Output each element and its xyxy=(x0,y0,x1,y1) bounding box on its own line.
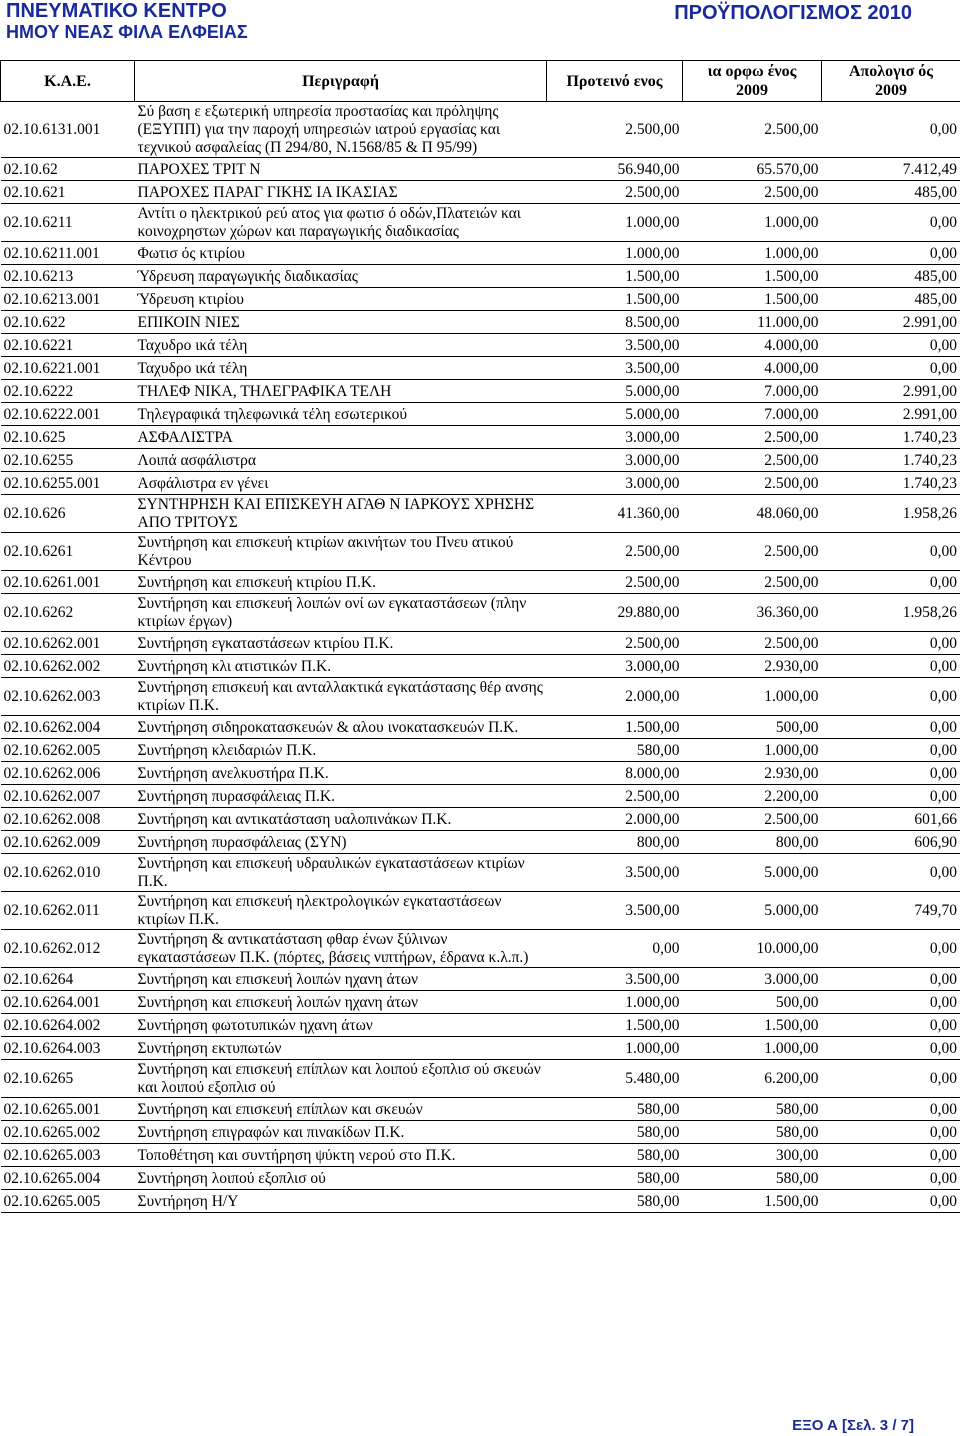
table-row xyxy=(1,158,960,181)
cell-description: Συντήρηση εγκαταστάσεων κτιρίου Π.Κ. xyxy=(135,632,547,655)
cell-kae: 02.10.6262.005 xyxy=(1,739,135,762)
cell-actual: 0,00 xyxy=(822,854,960,892)
cell-proposed: 580,00 xyxy=(547,1144,683,1167)
table-row xyxy=(1,930,960,968)
cell-actual: 2.991,00 xyxy=(822,380,960,403)
cell-revised: 300,00 xyxy=(683,1144,822,1167)
cell-revised: 2.500,00 xyxy=(683,181,822,204)
cell-revised: 1.000,00 xyxy=(683,678,822,716)
cell-proposed: 8.000,00 xyxy=(547,762,683,785)
cell-revised: 3.000,00 xyxy=(683,968,822,991)
budget-table xyxy=(0,60,960,1213)
cell-revised: 2.500,00 xyxy=(683,571,822,594)
cell-description: Συντήρηση ανελκυστήρα Π.Κ. xyxy=(135,762,547,785)
table-row xyxy=(1,762,960,785)
cell-actual: 0,00 xyxy=(822,533,960,571)
cell-description: Συντήρηση κλι ατιστικών Π.Κ. xyxy=(135,655,547,678)
cell-revised: 2.500,00 xyxy=(683,472,822,495)
cell-revised: 580,00 xyxy=(683,1121,822,1144)
org-name: ΠΝΕΥΜΑΤΙΚΟ ΚΕΝΤΡΟ xyxy=(6,0,227,22)
cell-actual: 485,00 xyxy=(822,288,960,311)
cell-description: ΕΠΙΚΟΙΝ ΝΙΕΣ xyxy=(135,311,547,334)
table-row xyxy=(1,655,960,678)
cell-proposed: 3.000,00 xyxy=(547,655,683,678)
cell-kae: 02.10.6131.001 xyxy=(1,102,135,158)
cell-kae: 02.10.6262.002 xyxy=(1,655,135,678)
cell-description: Λοιπά ασφάλιστρα xyxy=(135,449,547,472)
table-row xyxy=(1,594,960,632)
cell-actual: 0,00 xyxy=(822,1037,960,1060)
cell-description: Συντήρηση πυρασφάλειας Π.Κ. xyxy=(135,785,547,808)
cell-proposed: 2.000,00 xyxy=(547,808,683,831)
cell-kae: 02.10.6264.001 xyxy=(1,991,135,1014)
cell-actual: 0,00 xyxy=(822,930,960,968)
cell-description: Συντήρηση και επισκευή υδραυλικών εγκαταστάσεων κτιρίων Π.Κ. xyxy=(135,854,547,892)
cell-description: Αντίτι ο ηλεκτρικού ρεύ ατος για φωτισ ό οδών,Πλατειών και κοινοχρηστων χώρων και παραγωγικής διαδικασίας xyxy=(135,204,547,242)
cell-revised: 65.570,00 xyxy=(683,158,822,181)
cell-kae: 02.10.6265.002 xyxy=(1,1121,135,1144)
cell-actual: 1.740,23 xyxy=(822,472,960,495)
cell-actual: 1.958,26 xyxy=(822,495,960,533)
cell-revised: 2.930,00 xyxy=(683,655,822,678)
cell-proposed: 3.500,00 xyxy=(547,968,683,991)
cell-kae: 02.10.6262.010 xyxy=(1,854,135,892)
table-row xyxy=(1,854,960,892)
cell-proposed: 2.500,00 xyxy=(547,785,683,808)
cell-actual: 0,00 xyxy=(822,968,960,991)
cell-revised: 1.500,00 xyxy=(683,1190,822,1213)
cell-actual: 0,00 xyxy=(822,716,960,739)
cell-description: Σύ βαση ε εξωτερική υπηρεσία προστασίας και πρόληψης (ΕΞΥΠΠ) για την παροχή υπηρεσιών ιατρού εργασίας και τεχνικού ασφαλείας (Π 294/80, Ν.1568/85 & Π 95/99) xyxy=(135,102,547,158)
cell-revised: 2.500,00 xyxy=(683,533,822,571)
cell-revised: 1.000,00 xyxy=(683,739,822,762)
table-row xyxy=(1,1121,960,1144)
cell-description: Ασφάλιστρα εν γένει xyxy=(135,472,547,495)
table-row xyxy=(1,426,960,449)
cell-proposed: 1.000,00 xyxy=(547,991,683,1014)
col-header-revised xyxy=(683,61,822,102)
cell-kae: 02.10.626 xyxy=(1,495,135,533)
cell-kae: 02.10.6222.001 xyxy=(1,403,135,426)
cell-actual: 601,66 xyxy=(822,808,960,831)
cell-description: Συντήρηση και επισκευή λοιπών ονί ων εγκαταστάσεων (πλην κτιρίων έργων) xyxy=(135,594,547,632)
cell-revised: 1.000,00 xyxy=(683,242,822,265)
cell-revised: 11.000,00 xyxy=(683,311,822,334)
cell-revised: 2.500,00 xyxy=(683,449,822,472)
table-row xyxy=(1,204,960,242)
cell-proposed: 3.500,00 xyxy=(547,334,683,357)
cell-actual: 606,90 xyxy=(822,831,960,854)
cell-description: Συντήρηση και επισκευή κτιρίων ακινήτων του Πνευ ατικού Κέντρου xyxy=(135,533,547,571)
cell-proposed: 2.500,00 xyxy=(547,571,683,594)
cell-kae: 02.10.621 xyxy=(1,181,135,204)
cell-description: Συντήρηση και επισκευή λοιπών ηχανη άτων xyxy=(135,991,547,1014)
cell-actual: 0,00 xyxy=(822,1190,960,1213)
cell-actual: 0,00 xyxy=(822,655,960,678)
cell-proposed: 580,00 xyxy=(547,1167,683,1190)
col-header-kae: Κ.Α.Ε. xyxy=(1,61,135,102)
table-row xyxy=(1,1167,960,1190)
cell-description: Τοποθέτηση και συντήρηση ψύκτη νερού στο Π.Κ. xyxy=(135,1144,547,1167)
cell-proposed: 1.500,00 xyxy=(547,1014,683,1037)
cell-kae: 02.10.6262.007 xyxy=(1,785,135,808)
cell-description: Συντήρηση και αντικατάσταση υαλοπινάκων Π.Κ. xyxy=(135,808,547,831)
cell-proposed: 8.500,00 xyxy=(547,311,683,334)
cell-kae: 02.10.6221.001 xyxy=(1,357,135,380)
table-row xyxy=(1,495,960,533)
cell-actual: 0,00 xyxy=(822,357,960,380)
table-row xyxy=(1,380,960,403)
cell-kae: 02.10.6264.003 xyxy=(1,1037,135,1060)
table-row xyxy=(1,892,960,930)
table-row xyxy=(1,831,960,854)
cell-actual: 0,00 xyxy=(822,991,960,1014)
cell-kae: 02.10.6265 xyxy=(1,1060,135,1098)
cell-kae: 02.10.6264.002 xyxy=(1,1014,135,1037)
cell-proposed: 5.480,00 xyxy=(547,1060,683,1098)
table-row xyxy=(1,311,960,334)
cell-proposed: 1.500,00 xyxy=(547,288,683,311)
cell-kae: 02.10.6222 xyxy=(1,380,135,403)
table-row xyxy=(1,1144,960,1167)
cell-actual: 0,00 xyxy=(822,1144,960,1167)
table-row xyxy=(1,1098,960,1121)
cell-description: Συντήρηση και επισκευή επίπλων και λοιπού εξοπλισ ού σκευών και λοιπού εξοπλισ ού xyxy=(135,1060,547,1098)
cell-description: Φωτισ ός κτιρίου xyxy=(135,242,547,265)
cell-proposed: 2.500,00 xyxy=(547,102,683,158)
org-municipality: ΗΜΟΥ ΝΕΑΣ ΦΙΛΑ ΕΛΦΕΙΑΣ xyxy=(6,22,248,42)
cell-kae: 02.10.6262.004 xyxy=(1,716,135,739)
cell-revised: 7.000,00 xyxy=(683,380,822,403)
cell-description: ΠΑΡΟΧΕΣ ΤΡΙΤ Ν xyxy=(135,158,547,181)
cell-proposed: 5.000,00 xyxy=(547,380,683,403)
cell-kae: 02.10.6265.003 xyxy=(1,1144,135,1167)
table-row xyxy=(1,334,960,357)
cell-revised: 4.000,00 xyxy=(683,334,822,357)
cell-actual: 2.991,00 xyxy=(822,311,960,334)
cell-kae: 02.10.62 xyxy=(1,158,135,181)
table-row xyxy=(1,181,960,204)
table-row xyxy=(1,265,960,288)
cell-proposed: 5.000,00 xyxy=(547,403,683,426)
cell-actual: 0,00 xyxy=(822,632,960,655)
cell-description: Συντήρηση και επισκευή επίπλων και σκευών xyxy=(135,1098,547,1121)
cell-actual: 7.412,49 xyxy=(822,158,960,181)
cell-actual: 1.740,23 xyxy=(822,449,960,472)
cell-description: Συντήρηση εκτυπωτών xyxy=(135,1037,547,1060)
table-row xyxy=(1,968,960,991)
col-header-description: Περιγραφή xyxy=(135,61,547,102)
cell-proposed: 1.000,00 xyxy=(547,204,683,242)
cell-kae: 02.10.6262.011 xyxy=(1,892,135,930)
cell-proposed: 0,00 xyxy=(547,930,683,968)
cell-actual: 0,00 xyxy=(822,1014,960,1037)
col-header-proposed: Προτεινό ενος xyxy=(547,61,683,102)
cell-proposed: 41.360,00 xyxy=(547,495,683,533)
page-number: ΕΞΟ Α [Σελ. 3 / 7] xyxy=(792,1417,914,1434)
cell-proposed: 800,00 xyxy=(547,831,683,854)
cell-proposed: 29.880,00 xyxy=(547,594,683,632)
cell-revised: 1.500,00 xyxy=(683,288,822,311)
table-row xyxy=(1,1190,960,1213)
cell-description: Ύδρευση παραγωγικής διαδικασίας xyxy=(135,265,547,288)
cell-revised: 10.000,00 xyxy=(683,930,822,968)
cell-revised: 2.500,00 xyxy=(683,808,822,831)
cell-proposed: 2.500,00 xyxy=(547,632,683,655)
cell-description: ΣΥΝΤΗΡΗΣΗ ΚΑΙ ΕΠΙΣΚΕΥΗ ΑΓΑΘ Ν ΙΑΡΚΟΥΣ ΧΡΗΣΗΣ ΑΠΟ ΤΡΙΤΟΥΣ xyxy=(135,495,547,533)
cell-description: Συντήρηση επισκευή και ανταλλακτικά εγκατάστασης θέρ ανσης κτιρίων Π.Κ. xyxy=(135,678,547,716)
organization-header xyxy=(6,0,248,42)
document-title: ΠΡΟΫΠΟΛΟΓΙΣΜΟΣ 2010 xyxy=(674,2,912,24)
cell-revised: 500,00 xyxy=(683,716,822,739)
cell-revised: 800,00 xyxy=(683,831,822,854)
cell-proposed: 1.500,00 xyxy=(547,716,683,739)
table-row xyxy=(1,472,960,495)
table-body xyxy=(1,102,960,1213)
cell-description: Ταχυδρο ικά τέλη xyxy=(135,334,547,357)
table-row xyxy=(1,288,960,311)
col-header-actual xyxy=(822,61,960,102)
cell-revised: 2.500,00 xyxy=(683,632,822,655)
table-row xyxy=(1,1060,960,1098)
cell-actual: 0,00 xyxy=(822,1121,960,1144)
cell-proposed: 3.500,00 xyxy=(547,854,683,892)
cell-actual: 0,00 xyxy=(822,242,960,265)
cell-actual: 749,70 xyxy=(822,892,960,930)
cell-actual: 0,00 xyxy=(822,571,960,594)
cell-revised: 5.000,00 xyxy=(683,854,822,892)
table-row xyxy=(1,632,960,655)
table-row xyxy=(1,449,960,472)
cell-actual: 0,00 xyxy=(822,1098,960,1121)
cell-kae: 02.10.6255 xyxy=(1,449,135,472)
cell-kae: 02.10.6262.012 xyxy=(1,930,135,968)
table-row xyxy=(1,357,960,380)
cell-revised: 2.500,00 xyxy=(683,102,822,158)
cell-proposed: 580,00 xyxy=(547,739,683,762)
cell-revised: 500,00 xyxy=(683,991,822,1014)
cell-proposed: 2.500,00 xyxy=(547,533,683,571)
cell-kae: 02.10.6211.001 xyxy=(1,242,135,265)
cell-kae: 02.10.6262 xyxy=(1,594,135,632)
cell-kae: 02.10.6213.001 xyxy=(1,288,135,311)
cell-revised: 7.000,00 xyxy=(683,403,822,426)
cell-proposed: 580,00 xyxy=(547,1098,683,1121)
cell-description: Συντήρηση και επισκευή λοιπών ηχανη άτων xyxy=(135,968,547,991)
cell-kae: 02.10.6262.008 xyxy=(1,808,135,831)
cell-proposed: 3.000,00 xyxy=(547,449,683,472)
cell-description: Συντήρηση Η/Υ xyxy=(135,1190,547,1213)
cell-actual: 1.958,26 xyxy=(822,594,960,632)
cell-revised: 1.000,00 xyxy=(683,204,822,242)
cell-kae: 02.10.6211 xyxy=(1,204,135,242)
cell-revised: 1.500,00 xyxy=(683,265,822,288)
table-row xyxy=(1,1037,960,1060)
cell-kae: 02.10.6262.003 xyxy=(1,678,135,716)
cell-kae: 02.10.622 xyxy=(1,311,135,334)
cell-proposed: 3.500,00 xyxy=(547,357,683,380)
cell-actual: 0,00 xyxy=(822,785,960,808)
cell-description: Τηλεγραφικά τηλεφωνικά τέλη εσωτερικού xyxy=(135,403,547,426)
cell-actual: 0,00 xyxy=(822,102,960,158)
cell-kae: 02.10.6262.006 xyxy=(1,762,135,785)
cell-actual: 0,00 xyxy=(822,762,960,785)
table-header-row xyxy=(1,61,960,102)
cell-description: Συντήρηση και επισκευή ηλεκτρολογικών εγκαταστάσεων κτιρίων Π.Κ. xyxy=(135,892,547,930)
cell-proposed: 1.500,00 xyxy=(547,265,683,288)
cell-proposed: 3.000,00 xyxy=(547,472,683,495)
cell-kae: 02.10.6221 xyxy=(1,334,135,357)
cell-revised: 1.000,00 xyxy=(683,1037,822,1060)
cell-description: ΠΑΡΟΧΕΣ ΠΑΡΑΓ ΓΙΚΗΣ ΙΑ ΙΚΑΣΙΑΣ xyxy=(135,181,547,204)
cell-kae: 02.10.625 xyxy=(1,426,135,449)
table-row xyxy=(1,785,960,808)
cell-proposed: 3.000,00 xyxy=(547,426,683,449)
cell-description: Συντήρηση σιδηροκατασκευών & αλου ινοκατασκευών Π.Κ. xyxy=(135,716,547,739)
cell-actual: 0,00 xyxy=(822,1060,960,1098)
cell-actual: 0,00 xyxy=(822,678,960,716)
cell-kae: 02.10.6264 xyxy=(1,968,135,991)
cell-description: Συντήρηση & αντικατάσταση φθαρ ένων ξύλινων εγκαταστάσεων Π.Κ. (πόρτες, βάσεις νιπτήρων, έδρανα κ.λ.π.) xyxy=(135,930,547,968)
cell-proposed: 2.000,00 xyxy=(547,678,683,716)
table-row xyxy=(1,403,960,426)
table-row xyxy=(1,716,960,739)
cell-kae: 02.10.6261 xyxy=(1,533,135,571)
cell-actual: 1.740,23 xyxy=(822,426,960,449)
table-row xyxy=(1,1014,960,1037)
cell-actual: 0,00 xyxy=(822,1167,960,1190)
cell-revised: 48.060,00 xyxy=(683,495,822,533)
cell-description: Ύδρευση κτιρίου xyxy=(135,288,547,311)
cell-description: Συντήρηση πυρασφάλειας (ΣΥΝ) xyxy=(135,831,547,854)
col-header-revised-year: 2009 xyxy=(736,82,768,99)
cell-description: Συντήρηση επιγραφών και πινακίδων Π.Κ. xyxy=(135,1121,547,1144)
cell-revised: 2.200,00 xyxy=(683,785,822,808)
table-row xyxy=(1,571,960,594)
cell-revised: 2.930,00 xyxy=(683,762,822,785)
cell-actual: 0,00 xyxy=(822,204,960,242)
table-row xyxy=(1,242,960,265)
cell-kae: 02.10.6261.001 xyxy=(1,571,135,594)
table-row xyxy=(1,991,960,1014)
cell-description: ΑΣΦΑΛΙΣΤΡΑ xyxy=(135,426,547,449)
table-row xyxy=(1,102,960,158)
cell-actual: 485,00 xyxy=(822,181,960,204)
cell-kae: 02.10.6255.001 xyxy=(1,472,135,495)
cell-actual: 2.991,00 xyxy=(822,403,960,426)
cell-kae: 02.10.6265.004 xyxy=(1,1167,135,1190)
cell-kae: 02.10.6265.001 xyxy=(1,1098,135,1121)
cell-description: ΤΗΛΕΦ ΝΙΚΑ, ΤΗΛΕΓΡΑΦΙΚΑ ΤΕΛΗ xyxy=(135,380,547,403)
cell-description: Συντήρηση κλειδαριών Π.Κ. xyxy=(135,739,547,762)
cell-description: Συντήρηση φωτοτυπικών ηχανη άτων xyxy=(135,1014,547,1037)
cell-revised: 6.200,00 xyxy=(683,1060,822,1098)
cell-kae: 02.10.6213 xyxy=(1,265,135,288)
cell-revised: 2.500,00 xyxy=(683,426,822,449)
table-row xyxy=(1,533,960,571)
cell-proposed: 1.000,00 xyxy=(547,242,683,265)
cell-proposed: 1.000,00 xyxy=(547,1037,683,1060)
cell-proposed: 3.500,00 xyxy=(547,892,683,930)
cell-revised: 36.360,00 xyxy=(683,594,822,632)
cell-revised: 580,00 xyxy=(683,1167,822,1190)
table-row xyxy=(1,808,960,831)
cell-proposed: 56.940,00 xyxy=(547,158,683,181)
table-row xyxy=(1,678,960,716)
cell-revised: 5.000,00 xyxy=(683,892,822,930)
cell-actual: 485,00 xyxy=(822,265,960,288)
cell-kae: 02.10.6262.009 xyxy=(1,831,135,854)
cell-description: Συντήρηση και επισκευή κτιρίου Π.Κ. xyxy=(135,571,547,594)
cell-proposed: 580,00 xyxy=(547,1121,683,1144)
cell-proposed: 580,00 xyxy=(547,1190,683,1213)
cell-actual: 0,00 xyxy=(822,334,960,357)
cell-description: Συντήρηση λοιπού εξοπλισ ού xyxy=(135,1167,547,1190)
cell-proposed: 2.500,00 xyxy=(547,181,683,204)
cell-revised: 580,00 xyxy=(683,1098,822,1121)
cell-revised: 4.000,00 xyxy=(683,357,822,380)
col-header-revised-label: ια ορφω ένος xyxy=(707,63,797,80)
table-row xyxy=(1,739,960,762)
cell-revised: 1.500,00 xyxy=(683,1014,822,1037)
cell-actual: 0,00 xyxy=(822,739,960,762)
cell-kae: 02.10.6265.005 xyxy=(1,1190,135,1213)
col-header-actual-label: Απολογισ ός xyxy=(848,63,934,80)
cell-description: Ταχυδρο ικά τέλη xyxy=(135,357,547,380)
cell-kae: 02.10.6262.001 xyxy=(1,632,135,655)
col-header-actual-year: 2009 xyxy=(875,82,907,99)
